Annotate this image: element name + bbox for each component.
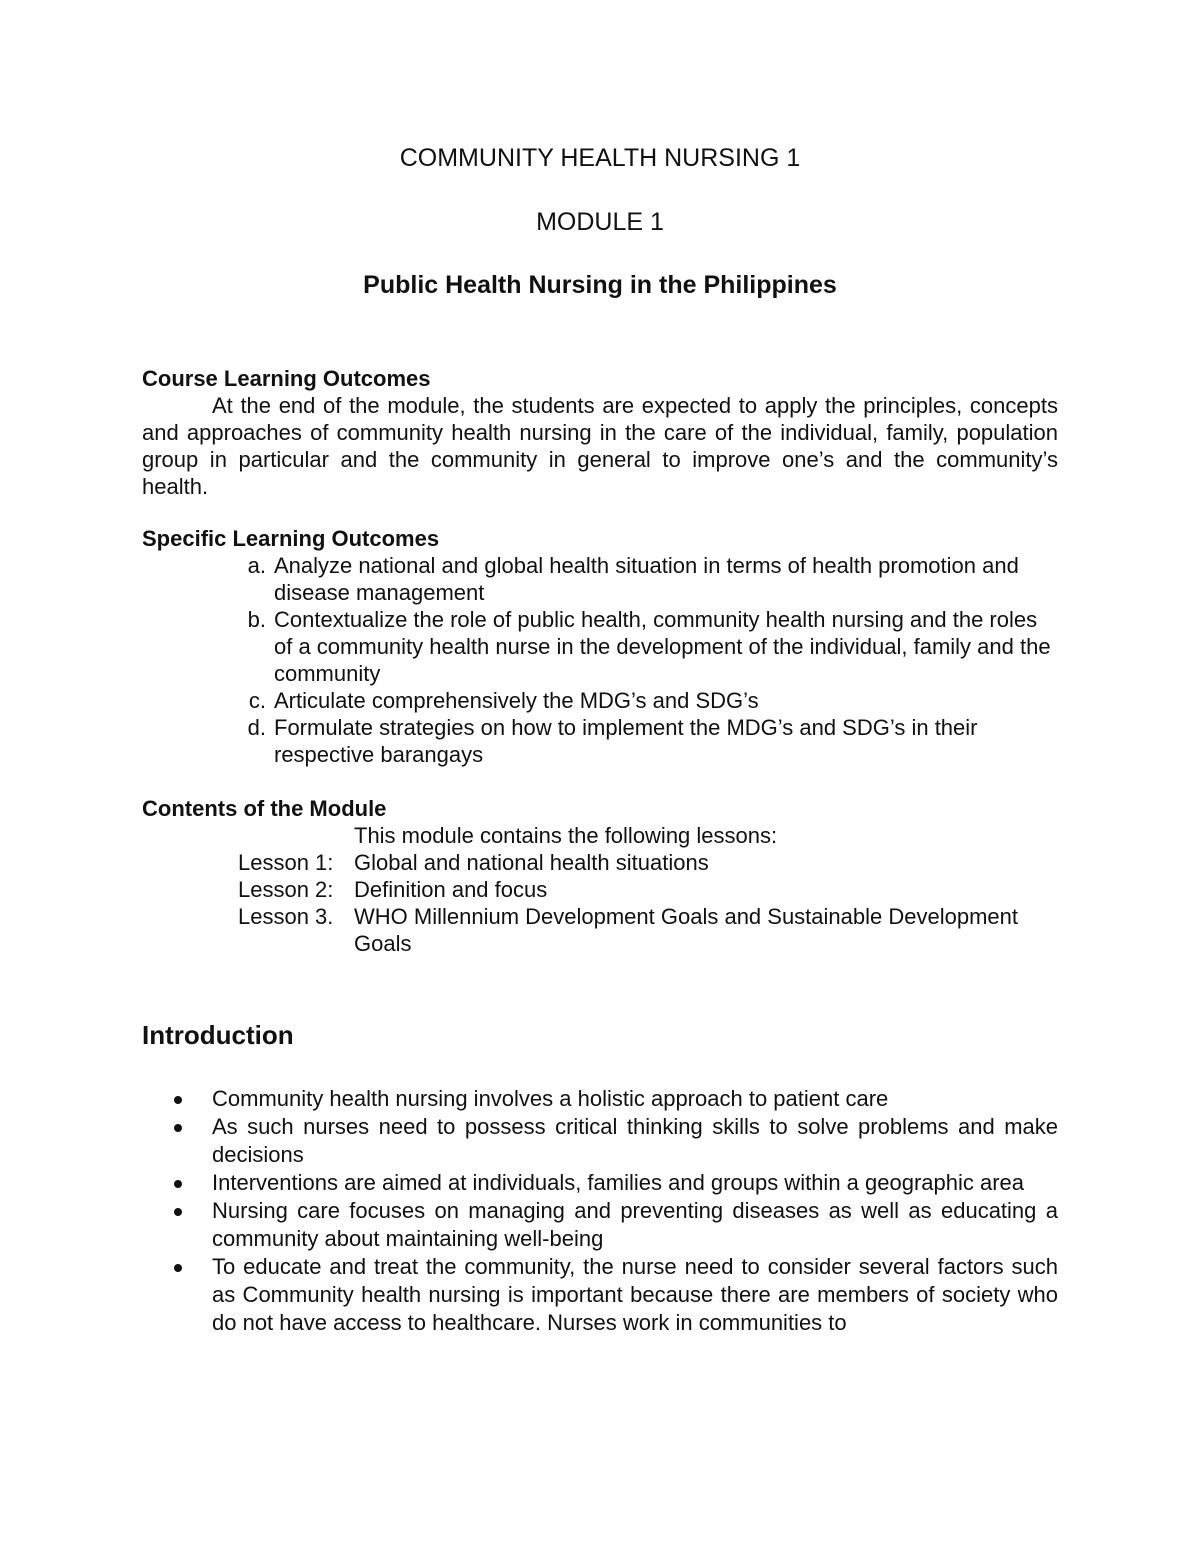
list-item-text: Articulate comprehensively the MDG’s and SDG’s [274, 688, 759, 713]
lesson-item [142, 903, 1058, 957]
course-outcomes-text: At the end of the module, the students are expected to apply the principles, concepts and approaches of community health nursing in the care of the individual, family, population group in particular and the community in general to improve one’s and the community’s health. [142, 393, 1058, 499]
lesson-label: Lesson 1: [238, 850, 334, 875]
introduction-heading: Introduction [142, 1020, 294, 1050]
list-item [142, 1113, 1058, 1169]
lesson-item [142, 849, 1058, 876]
lesson-text: Global and national health situations [354, 850, 709, 875]
bullet-icon [174, 1096, 182, 1104]
lesson-label: Lesson 2: [238, 877, 334, 902]
list-item [142, 1169, 1058, 1197]
list-item-text: As such nurses need to possess critical thinking skills to solve problems and make decisions [212, 1114, 1058, 1167]
module-contents-section [142, 795, 1058, 957]
module-title: Public Health Nursing in the Philippines [363, 271, 837, 299]
list-marker: d. [247, 715, 266, 740]
bullet-icon [174, 1124, 182, 1132]
list-item [142, 1197, 1058, 1253]
list-item-text: Contextualize the role of public health, community health nursing and the roles of a community health nurse in the development of the individual, family and the community [274, 607, 1051, 686]
list-item-text: Formulate strategies on how to implement the MDG’s and SDG’s in their respective barangays [274, 715, 978, 767]
module-contents-intro: This module contains the following lessons: [354, 823, 778, 848]
course-outcomes-section [142, 365, 1058, 500]
list-item [142, 1085, 1058, 1113]
list-item-text: Community health nursing involves a holistic approach to patient care [212, 1086, 889, 1111]
course-title: COMMUNITY HEALTH NURSING 1 [399, 144, 801, 172]
lesson-item [142, 876, 1058, 903]
list-item [142, 687, 1058, 714]
bullet-icon [174, 1180, 182, 1188]
lesson-text: WHO Millennium Development Goals and Sustainable Development Goals [354, 904, 1018, 956]
list-item [142, 552, 1058, 606]
module-contents-heading: Contents of the Module [142, 796, 387, 821]
list-item [142, 714, 1058, 768]
specific-outcomes-list [142, 552, 1058, 768]
list-marker: a. [247, 553, 266, 578]
list-item-text: Nursing care focuses on managing and preventing diseases as well as educating a community about maintaining well-being [212, 1198, 1058, 1251]
module-number: MODULE 1 [536, 208, 664, 236]
bullet-icon [174, 1264, 182, 1272]
bullet-icon [174, 1208, 182, 1216]
list-item [142, 1253, 1058, 1337]
list-marker: c. [248, 688, 266, 713]
lesson-label: Lesson 3. [238, 904, 334, 929]
specific-outcomes-section [142, 525, 1058, 768]
list-marker: b. [247, 607, 266, 632]
introduction-list [142, 1085, 1058, 1337]
list-item-text: Analyze national and global health situation in terms of health promotion and disease management [274, 553, 1019, 605]
list-item [142, 606, 1058, 687]
course-outcomes-heading: Course Learning Outcomes [142, 366, 431, 391]
list-item-text: Interventions are aimed at individuals, families and groups within a geographic area [212, 1170, 1025, 1195]
lesson-text: Definition and focus [354, 877, 548, 902]
list-item-text: To educate and treat the community, the nurse need to consider several factors such as Community health nursing is important because there are members of society who do not have access to healthcare. Nurses work in communities to [212, 1254, 1058, 1335]
specific-outcomes-heading: Specific Learning Outcomes [142, 526, 440, 551]
